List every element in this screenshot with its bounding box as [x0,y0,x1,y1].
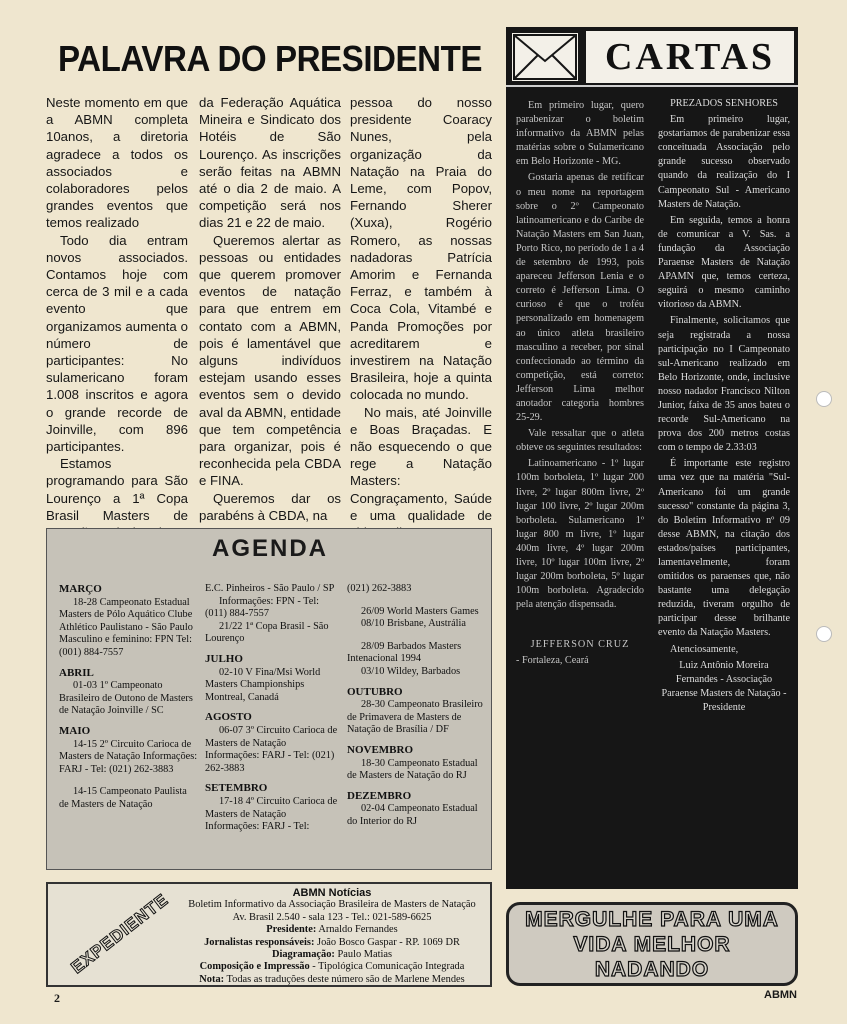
expediente-journalists: Jornalistas responsáveis: João Bosco Gaspar - RP. 1069 DR [204,936,460,948]
president-paragraph: Neste momento em que a ABMN completa 10anos, a diretoria agradece a todos os associados e colaboradores pelos grandes eventos que temos realizado [46,95,188,231]
expediente-line: Av. Brasil 2.540 - sala 123 - Tel.: 021-589-6625 [232,911,432,923]
agenda-event: 02-04 Campeonato Estadual do Interior do RJ [347,803,478,827]
expediente-body [176,887,488,986]
page-number: 2 [54,991,60,1005]
president-paragraph: Queremos dar os parabéns à CBDA, na [199,490,341,523]
expediente-box [46,882,492,987]
footer-brand: ABMN [764,989,797,1001]
agenda-spacer [59,776,199,786]
agenda-event: 26/09 World Masters Games [361,605,479,617]
president-paragraph: Estamos programando para São Lourenço a 1ª Copa Brasil Masters de [46,456,188,523]
expediente-note: Nota: Todas as traduções deste número são de Marlene Mendes [199,973,465,985]
president-column-3 [350,94,492,541]
letter-greeting: PREZADOS SENHORES [670,98,778,109]
slogan-box [506,902,798,986]
agenda-month: JULHO [205,652,243,665]
expediente-title: ABMN Notícias [292,887,372,899]
agenda-event: 03/10 Wildey, Barbados [361,665,461,677]
agenda-event: Informações: FPN - Tel: (011) 884-7557 [205,595,320,620]
agenda-event: 28-30 Campeonato Brasileiro de Primavera de Masters de Natação de Brasília / DF [347,699,483,736]
expediente-line: Boletim Informativo da Associação Brasileira de Masters de Natação [188,899,476,911]
agenda-spacer [347,631,485,641]
agenda-box [46,528,492,870]
letter-place: - Fortaleza, Ceará [516,655,589,667]
agenda-month: SETEMBRO [205,782,268,795]
slogan-line: NADANDO [594,958,710,981]
agenda-month: DEZEMBRO [347,789,412,802]
agenda-event: 17-18 4º Circuito Carioca de Masters de Natação Informações: FARJ - Tel: [205,795,338,833]
president-paragraph: pessoa do nosso presidente Coaracy Nunes, pela organização da Natação na Praia do Leme, com Popov, Fernando Sherer (Xuxa), Rogério Romero, as nossas nadadoras Patrícia Amorim e Fernanda Ferraz, e também à Coca Cola, Vitambé e Panda Promoções por acreditarem e investirem na Natação Brasileira, hoje a quinta colocada no mundo. [350,95,492,403]
cartas-header [506,27,798,87]
agenda-event: 01-03 1º Campeonato Brasileiro de Outono de Masters de Natação Joinville / SC [59,680,193,717]
letter-paragraph: Atenciosamente, [670,643,739,655]
envelope-icon [510,31,580,83]
agenda-month: MAIO [59,724,91,737]
agenda-column-2 [205,583,341,834]
president-title: PALAVRA DO PRESIDENTE [58,38,483,79]
agenda-month: NOVEMBRO [347,743,413,756]
agenda-title: AGENDA [211,535,328,562]
slogan-line: VIDA MELHOR [573,933,731,956]
expediente-print: Composição e Impressão - Tipológica Comunicação Integrada [199,961,465,973]
letter-column-2 [658,97,790,717]
agenda-event: 18-30 Campeonato Estadual de Masters de Natação do RJ [347,757,478,782]
letter-paragraph: Latinoamericano - 1º lugar 100m borboleta, 1º lugar 200 livre, 2º lugar 800m livre, 2º lugar 100 livre, 2º lugar 200m borboleta. Sulamericano 1º lugar 800 m livre, 1º lugar 400m livre, 4º lugar 200m livre, 10º lugar 100m livre, 2º lugar 200m borboleta, 5º lugar 100m borboleta. Agradecido pela atenção dispensada. [516,458,644,611]
agenda-column-1 [59,583,199,812]
punch-hole [816,391,832,407]
punch-hole [816,626,832,642]
letter-signature: Luiz Antônio Moreira Fernandes - Associação Paraense Masters de Natação - Presidente [661,659,787,713]
agenda-event: 18-28 Campeonato Estadual Masters de Pólo Aquático Clube Athlético Paulistano - São Paulo Masculino e feminino: FPN Tel: (001) 884-7557 [59,596,193,658]
letter-paragraph: Em seguida, temos a honra de comunicar a V. Sas. a fundação da Associação Paraense Masters de Natação APAMN que, temos certeza, seguirá o mesmo caminho vitorioso da ABMN. [658,214,790,311]
president-column-2 [199,94,341,524]
agenda-event: 14-15 Campeonato Paulista de Masters de Natação [59,786,187,810]
letter-paragraph: Gostaria apenas de retificar o meu nome na reportagem sobre o 2º Campeonato latinoamericano e do Caribe de Natação Masters em San Juan, Porto Rico, no período de 1 a 4 de setembro de 1993, pois apareceu Jefferson Lenia e o correto é Jefferson Lima. O curioso é que o troféu personalizado em homenagem ao único atleta brasileiro masculino a receber, por sinal confeccionado ao término da competição, está correto: Jefferson Lima melhor anotador categoria hombres 25-29. [516,172,644,424]
president-paragraph: Queremos alertar as pessoas ou entidades que querem promover eventos de natação para que entrem em contato com a ABMN, pois é lamentável que alguns indivíduos estejam usando esses eventos sem o devido aval da ABMN, entidade que tem competência para organizar, pois é reconhecida pela CBDA e FINA. [199,232,341,489]
agenda-event: E.C. Pinheiros - São Paulo / SP [205,583,335,594]
cartas-title: CARTAS [586,31,794,83]
agenda-month: MARÇO [59,583,102,595]
agenda-event: 06-07 3º Circuito Carioca de Masters de Natação Informações: FARJ - Tel: (021) 262-3883 [205,724,338,774]
expediente-layout: Diagramação: Paulo Matias [271,949,393,961]
agenda-month: ABRIL [59,666,94,679]
agenda-event: (021) 262-3883 [347,583,412,594]
letter-paragraph: Vale ressaltar que o atleta obteve os seguintes resultados: [516,428,644,454]
agenda-event: 28/09 Barbados Masters Intenacional 1994 [347,640,462,665]
letter-signature: JEFFERSON CRUZ [530,639,630,651]
agenda-spacer [347,596,485,606]
agenda-column-3 [347,583,485,829]
letter-paragraph: Em primeiro lugar, gostaríamos de parabenizar essa conceituada Associação pelo grande sucesso observado quando da realização do I Campeonato Sul - Americano Masters de Natação. [658,114,790,210]
expediente-badge: EXPEDIENTE [67,889,172,978]
president-paragraph: No mais, até Joinville e Boas Braçadas. E não esquecendo o que rege a Natação Masters: Congraçamento, Saúde e uma qualidade de [350,404,492,523]
agenda-month: AGOSTO [205,711,252,724]
slogan-line: MERGULHE PARA UMA [525,908,779,931]
agenda-event: 08/10 Brisbane, Austrália [361,618,466,630]
agenda-event: 14-15 2º Circuito Carioca de Masters de Natação Informações: FARJ - Tel: (021) 262-3883 [59,738,198,775]
letter-paragraph: Em primeiro lugar, quero parabenizar o boletim informativo da ABMN pelas matérias sobre o Sulamericano em Belo Horizonte - MG. [516,100,644,168]
letter-paragraph: Finalmente, solicitamos que seja registrada a nossa participação no I Campeonato sul-Americano realizado em Belo Horizonte, onde, inclusive nosso nadador Francisco Nilton Junior, faixa de 35 anos bateu o recorde Sul-Americano na prova dos 200 metros costas com o tempo de 2.33:03 [658,315,790,454]
president-paragraph: da Federação Aquática Mineira e Sindicato dos Hotéis de São Lourenço. As inscrições serão feitas na ABMN até o dia 2 de maio. A competição será nos dias 21 e 22 de maio. [199,95,341,231]
letter-paragraph: É importante este registro uma vez que na matéria "Sul-Americano foi um grande sucesso" constante da página 3, do Boletim Informativo nº 09 desse ABMN, na citação dos estados/países participantes, lamentavelmente, foram omitidos os paraenses que, não bastante uma delegação reduzida, tiveram orgulho de participar desse brilhante evento da Natação Masters. [658,458,790,639]
agenda-event: 21/22 1ª Copa Brasil - São Lourenço [205,620,329,645]
agenda-event: 02-10 V Fina/Msi World Masters Championships Montreal, Canadá [205,666,321,703]
expediente-president: Presidente: Arnaldo Fernandes [266,924,398,936]
president-column-1 [46,94,188,576]
letter-column-1 [516,99,644,671]
agenda-month: OUTUBRO [347,685,403,698]
cartas-section [506,27,798,889]
president-paragraph: Todo dia entram novos associados. Contamos hoje com cerca de 3 mil e a cada evento que organizamos aumenta o número de participantes: No sulamericano foram 1.008 inscritos e agora o grande recorde de Joinville, com 896 participantes. [46,232,188,455]
